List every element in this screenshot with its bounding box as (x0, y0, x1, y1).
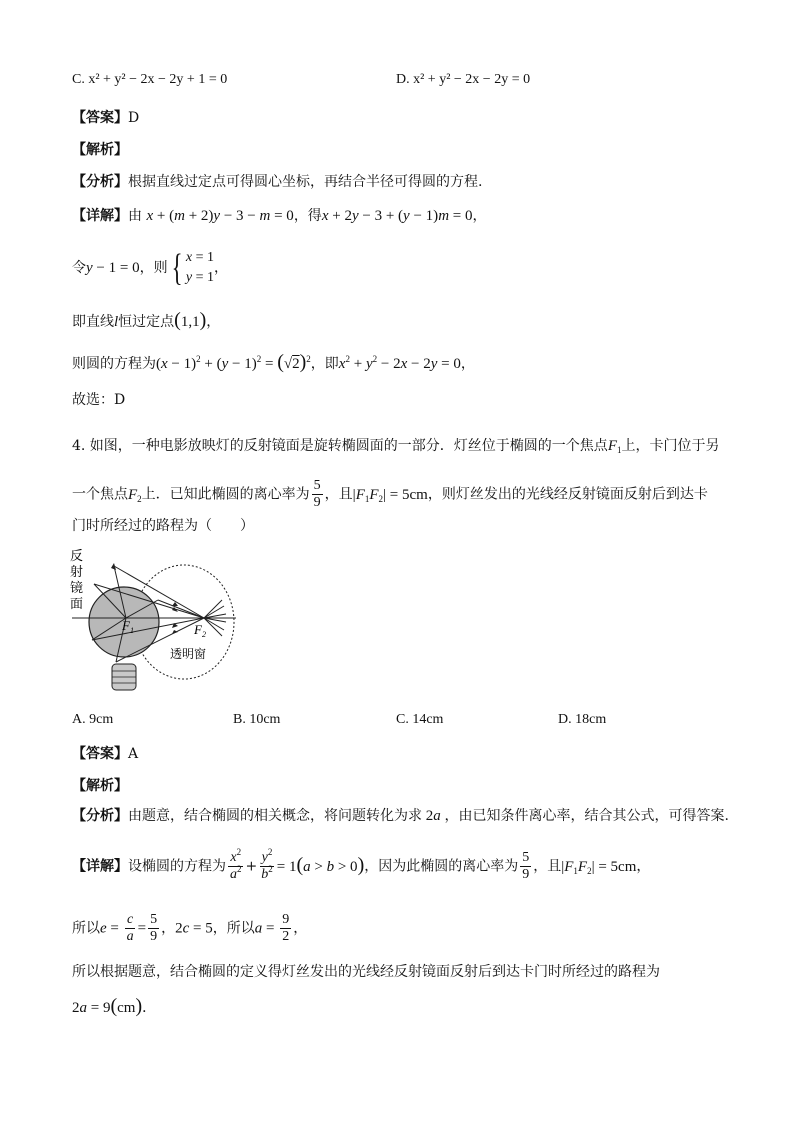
step4-text-c: ， (460, 356, 475, 372)
q4-detail-1: 【详解】设椭圆的方程为 $\frac{x^2}{a^2}$ + $\frac{y^2}{b^2}$ = 1(a > b > 0)，因为此椭圆的离心率为 $\frac{5}{9}$ ，且$|F_1F_2| = 5cm$， (72, 847, 651, 882)
label-f1: $F_1$ (122, 618, 134, 635)
q4-fenxi-b: ，由已知条件离心率，结合其公式，可得答案. (444, 808, 729, 824)
q4-detail-2: 所以e = $\frac{c}{a}$ = $\frac{5}{9}$ ，2c = 5，所以a = $\frac{9}{2}$ ， (72, 912, 308, 944)
answer-line (72, 108, 139, 128)
step3-text-a: 即直线 (72, 314, 114, 330)
step2-text-c: ， (213, 260, 228, 276)
step1-text-b: ，得 (293, 208, 322, 224)
answer-value: D (128, 110, 140, 126)
q4-d1-b: ，因为此椭圆的离心率为 (364, 858, 519, 875)
eccentricity-fraction: $\frac{5}{9}$ (313, 478, 321, 510)
fenxi-tag: 【分析】 (72, 174, 128, 190)
analysis-tag: 【解析】 (72, 142, 128, 158)
step2-text-b: ，则 (139, 260, 168, 276)
step4-text-a: 则圆的方程为 (72, 356, 156, 372)
step3-text-c: ， (206, 314, 221, 330)
q4-d1-d: ， (636, 858, 651, 875)
q4-d1-c: ，且 (533, 858, 562, 875)
fixed-point: (1,1) (174, 309, 207, 331)
choose-line: 故选：D (72, 392, 126, 408)
step4-text-b: ，即 (310, 356, 339, 372)
system-brace: { (171, 247, 183, 289)
detail-step-4 (72, 352, 475, 374)
q4-d2-c: ，所以 (212, 920, 255, 937)
q4-analysis-tag: 【解析】 (72, 778, 128, 794)
q4-d2-b: ， (161, 920, 176, 937)
step2-text-a: 令 (72, 260, 86, 276)
circle-equation-general: $x^2 + y^2 - 2x - 2y = 0$ (338, 354, 461, 372)
step1-text-a: 由 (128, 208, 142, 224)
q4-line1-end: 上，卡门位于另 (621, 438, 720, 454)
option-a: A. 9cm (72, 712, 114, 727)
q4-detail-3: 所以根据题意，结合椭圆的定义得灯丝发出的光线经反射镜面反射后到达卡门时所经过的路程为 (72, 964, 660, 980)
condition-equation: y − 1 = 0 (86, 260, 140, 276)
focal-distance: $|F_1F_2| = 5cm$ (352, 486, 428, 504)
q4-d1-a: 设椭圆的方程为 (128, 858, 226, 875)
label-f2: $F_2$ (194, 622, 206, 639)
line-equation: x + (m + 2)y − 3 − m = 0 (146, 208, 294, 224)
label-mirror-4: 面 (70, 596, 84, 611)
q4-fenxi-a: 由题意，结合椭圆的相关概念，将问题转化为求 (128, 808, 422, 824)
q4-fenxi-tag: 【分析】 (72, 808, 128, 824)
detail-step-1 (72, 206, 487, 226)
q4-line-3: 门时所经过的路程为（ ） (72, 518, 254, 534)
q4-d2-a: 所以 (72, 920, 100, 937)
q4-line-2: 一个焦点$F_2$上．已知此椭圆的离心率为 $\frac{5}{9}$ ，且$|F_1F_2| = 5cm$，则灯丝发出的光线经反射镜面反射后到达卡 (72, 478, 708, 510)
q4-fenxi-line: 【分析】由题意，结合椭圆的相关概念，将问题转化为求 2a ，由已知条件离心率，结合其公式，可得答案. (72, 808, 729, 824)
label-mirror-1: 反 (70, 548, 84, 563)
q4-detail-4: 2a = 9(cm)． (72, 995, 157, 1017)
circle-equation-standard: $(x - 1)^2 + (y - 1)^2 = (√2)^2$ (156, 351, 311, 373)
xiangjie-tag: 【详解】 (72, 208, 128, 224)
q4-xiangjie-tag: 【详解】 (72, 858, 128, 875)
step1-text-c: ， (472, 208, 487, 224)
q4-answer-line (72, 744, 138, 764)
solution-system: x = 1 y = 1 (185, 250, 214, 285)
option-d-q4: D. 18cm (558, 712, 607, 727)
option-b: B. 10cm (233, 712, 281, 727)
option-c-q4: C. 14cm (396, 712, 444, 727)
q4-answer-tag: 【答案】 (72, 746, 128, 762)
step3-text-b: 恒过定点 (118, 314, 175, 330)
q4-line2-a: 一个焦点 (72, 486, 128, 503)
q4-line2-c: ，且 (324, 486, 353, 503)
option-d: D. x² + y² − 2x − 2y = 0 (396, 72, 531, 87)
option-c: C. x² + y² − 2x − 2y + 1 = 0 (72, 72, 228, 87)
q4-line1-text: 4. 如图，一种电影放映灯的反射镜面是旋转椭圆面的一部分．灯丝位于椭圆的一个焦点 (72, 438, 608, 454)
ellipse-equation-rhs: = 1(a > b > 0) (276, 853, 365, 876)
label-mirror-2: 射 (70, 564, 84, 579)
q4-d2-d: ， (293, 920, 308, 937)
fenxi-text: 根据直线过定点可得圆心坐标，再结合半径可得圆的方程. (128, 174, 483, 190)
label-mirror-3: 镜 (70, 580, 84, 595)
q4-line2-d: ，则灯丝发出的光线经反射镜面反射后到达卡 (427, 486, 708, 503)
q4-line2-b: 上．已知此椭圆的离心率为 (141, 486, 310, 503)
detail-step-2 (72, 248, 228, 288)
q4-answer-value: A (128, 746, 139, 762)
q4-line-1: 4. 如图，一种电影放映灯的反射镜面是旋转椭圆面的一部分．灯丝位于椭圆的一个焦点$F_1$上，卡门位于另 (72, 438, 720, 455)
label-window: 透明窗 (170, 647, 207, 661)
detail-step-3: 即直线l恒过定点(1,1)， (72, 309, 221, 331)
answer-tag: 【答案】 (72, 110, 128, 126)
line-equation-regrouped: x + 2y − 3 + (y − 1)m = 0 (321, 208, 473, 224)
fenxi-line (72, 172, 482, 192)
q4-d4-end: ． (142, 1000, 157, 1016)
projector-lamp-figure (66, 544, 242, 704)
